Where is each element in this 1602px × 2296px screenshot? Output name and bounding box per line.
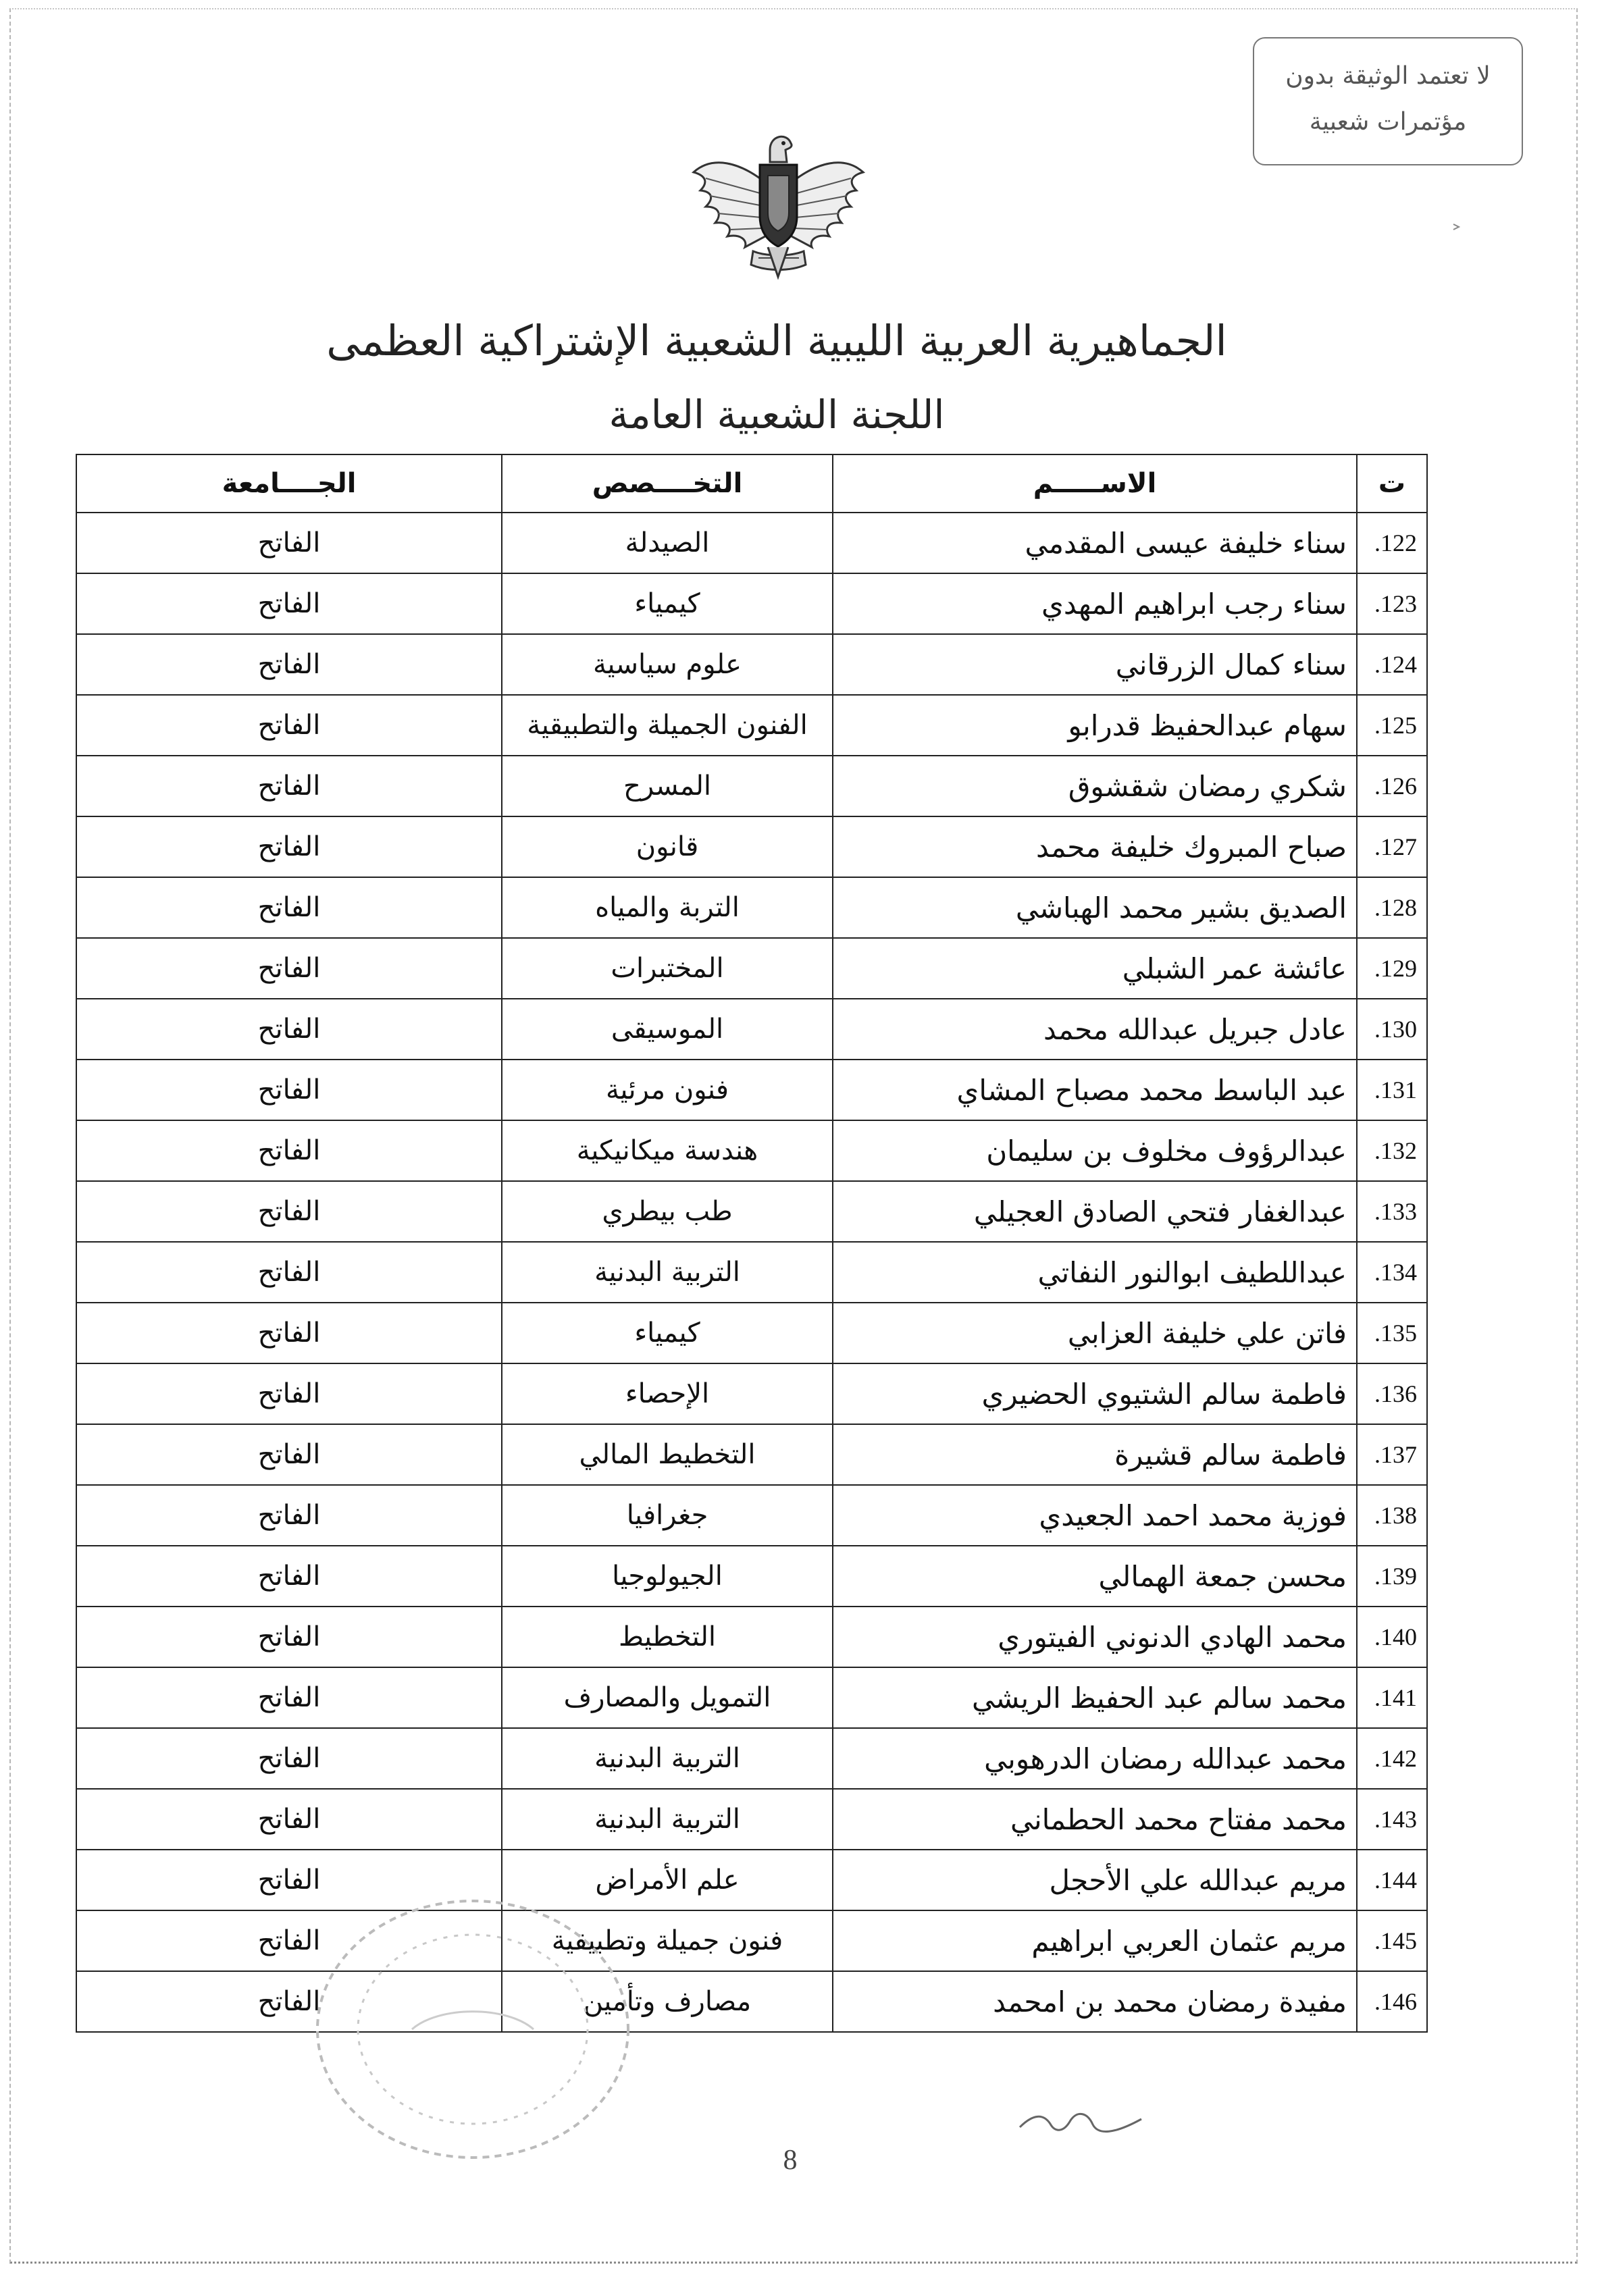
row-number: 127. xyxy=(1357,816,1427,877)
row-number: 142. xyxy=(1357,1728,1427,1789)
row-name: عادل جبريل عبدالله محمد xyxy=(833,999,1357,1060)
rectangular-stamp xyxy=(1253,37,1523,165)
table-header-row xyxy=(76,454,1427,513)
row-name: عبدالغفار فتحي الصادق العجيلي xyxy=(833,1181,1357,1242)
column-header-specialty: التخــــصص xyxy=(502,454,833,513)
row-number: 140. xyxy=(1357,1607,1427,1667)
row-university: الفاتح xyxy=(76,1303,502,1363)
row-name: الصديق بشير محمد الهباشي xyxy=(833,877,1357,938)
row-university: الفاتح xyxy=(76,756,502,816)
table-row xyxy=(76,877,1427,938)
row-specialty: الجيولوجيا xyxy=(502,1546,833,1607)
row-name: محمد مفتاح محمد الحطماني xyxy=(833,1789,1357,1850)
row-specialty: جغرافيا xyxy=(502,1485,833,1546)
row-specialty: كيمياء xyxy=(502,1303,833,1363)
row-specialty: المسرح xyxy=(502,756,833,816)
row-university: الفاتح xyxy=(76,513,502,573)
row-number: 130. xyxy=(1357,999,1427,1060)
row-number: 132. xyxy=(1357,1120,1427,1181)
row-specialty: مصارف وتأمين xyxy=(502,1971,833,2032)
table-row xyxy=(76,1971,1427,2032)
row-specialty: التربية البدنية xyxy=(502,1728,833,1789)
row-university: الفاتح xyxy=(76,1789,502,1850)
table-row xyxy=(76,938,1427,999)
row-name: عبد الباسط محمد مصباح المشاي xyxy=(833,1060,1357,1120)
row-name: شكري رمضان شقشوق xyxy=(833,756,1357,816)
row-number: 125. xyxy=(1357,695,1427,756)
row-name: فاتن علي خليفة العزابي xyxy=(833,1303,1357,1363)
row-number: 138. xyxy=(1357,1485,1427,1546)
row-university: الفاتح xyxy=(76,1120,502,1181)
table-row xyxy=(76,573,1427,634)
row-name: عبداللطيف ابوالنور النفاتي xyxy=(833,1242,1357,1303)
row-university: الفاتح xyxy=(76,1424,502,1485)
row-university: الفاتح xyxy=(76,1728,502,1789)
row-name: محسن جمعة الهمالي xyxy=(833,1546,1357,1607)
table-row xyxy=(76,634,1427,695)
row-number: 145. xyxy=(1357,1910,1427,1971)
row-specialty: المختبرات xyxy=(502,938,833,999)
row-name: سناء كمال الزرقاني xyxy=(833,634,1357,695)
column-header-name: الاســـــم xyxy=(833,454,1357,513)
row-name: فوزية محمد احمد الجعيدي xyxy=(833,1485,1357,1546)
row-specialty: علوم سياسية xyxy=(502,634,833,695)
row-number: 143. xyxy=(1357,1789,1427,1850)
row-name: صباح المبروك خليفة محمد xyxy=(833,816,1357,877)
row-specialty: فنون جميلة وتطبيقية xyxy=(502,1910,833,1971)
row-university: الفاتح xyxy=(76,695,502,756)
row-specialty: التخطيط المالي xyxy=(502,1424,833,1485)
stamp-line-2: مؤتمرات شعبية xyxy=(1309,108,1467,136)
page-number: 8 xyxy=(783,2145,798,2176)
table-row xyxy=(76,999,1427,1060)
table-row xyxy=(76,1607,1427,1667)
row-number: 129. xyxy=(1357,938,1427,999)
row-university: الفاتح xyxy=(76,816,502,877)
names-table xyxy=(76,454,1428,2033)
stamp-line-1: لا تعتمد الوثيقة بدون xyxy=(1285,62,1491,90)
row-name: سناء رجب ابراهيم المهدي xyxy=(833,573,1357,634)
row-specialty: طب بيطري xyxy=(502,1181,833,1242)
stray-mark xyxy=(1452,223,1460,231)
row-specialty: فنون مرئية xyxy=(502,1060,833,1120)
row-name: محمد عبدالله رمضان الدرهوبي xyxy=(833,1728,1357,1789)
table-row xyxy=(76,695,1427,756)
table-row xyxy=(76,1424,1427,1485)
row-number: 123. xyxy=(1357,573,1427,634)
table-row xyxy=(76,1667,1427,1728)
row-specialty: التمويل والمصارف xyxy=(502,1667,833,1728)
row-specialty: التخطيط xyxy=(502,1607,833,1667)
row-specialty: الإحصاء xyxy=(502,1363,833,1424)
row-name: مريم عثمان العربي ابراهيم xyxy=(833,1910,1357,1971)
row-number: 136. xyxy=(1357,1363,1427,1424)
row-university: الفاتح xyxy=(76,1667,502,1728)
table-row xyxy=(76,1120,1427,1181)
table-row xyxy=(76,1789,1427,1850)
table-row xyxy=(76,513,1427,573)
row-university: الفاتح xyxy=(76,1850,502,1910)
committee-heading: اللجنة الشعبية العامة xyxy=(609,392,945,438)
row-name: مريم عبدالله علي الأحجل xyxy=(833,1850,1357,1910)
row-number: 134. xyxy=(1357,1242,1427,1303)
row-name: محمد سالم عبد الحفيظ الريشي xyxy=(833,1667,1357,1728)
row-university: الفاتح xyxy=(76,1971,502,2032)
row-number: 124. xyxy=(1357,634,1427,695)
row-university: الفاتح xyxy=(76,877,502,938)
row-university: الفاتح xyxy=(76,1546,502,1607)
row-number: 126. xyxy=(1357,756,1427,816)
table-row xyxy=(76,1181,1427,1242)
table-row xyxy=(76,1850,1427,1910)
row-university: الفاتح xyxy=(76,999,502,1060)
row-number: 131. xyxy=(1357,1060,1427,1120)
row-university: الفاتح xyxy=(76,634,502,695)
row-university: الفاتح xyxy=(76,573,502,634)
row-specialty: الموسيقى xyxy=(502,999,833,1060)
row-specialty: هندسة ميكانيكية xyxy=(502,1120,833,1181)
row-number: 137. xyxy=(1357,1424,1427,1485)
row-name: سناء خليفة عيسى المقدمي xyxy=(833,513,1357,573)
table-row xyxy=(76,1363,1427,1424)
row-university: الفاتح xyxy=(76,1607,502,1667)
row-number: 146. xyxy=(1357,1971,1427,2032)
row-specialty: التربية البدنية xyxy=(502,1789,833,1850)
column-header-university: الجــــامعة xyxy=(76,454,502,513)
table-row xyxy=(76,1242,1427,1303)
row-number: 133. xyxy=(1357,1181,1427,1242)
row-specialty: الفنون الجميلة والتطبيقية xyxy=(502,695,833,756)
table-row xyxy=(76,1485,1427,1546)
row-name: محمد الهادي الدنوني الفيتوري xyxy=(833,1607,1357,1667)
row-number: 122. xyxy=(1357,513,1427,573)
table-row xyxy=(76,1728,1427,1789)
row-university: الفاتح xyxy=(76,1181,502,1242)
table-row xyxy=(76,1546,1427,1607)
signature-mark xyxy=(1013,2100,1148,2141)
row-university: الفاتح xyxy=(76,1060,502,1120)
row-number: 144. xyxy=(1357,1850,1427,1910)
row-name: مفيدة رمضان محمد بن امحمد xyxy=(833,1971,1357,2032)
table-body xyxy=(76,513,1427,2032)
row-name: عائشة عمر الشبلي xyxy=(833,938,1357,999)
row-specialty: علم الأمراض xyxy=(502,1850,833,1910)
table-row xyxy=(76,1303,1427,1363)
row-specialty: التربة والمياه xyxy=(502,877,833,938)
column-header-number: ت xyxy=(1357,454,1427,513)
row-specialty: كيمياء xyxy=(502,573,833,634)
state-name-heading: الجماهيرية العربية الليبية الشعبية الإشتراكية العظمى xyxy=(326,316,1227,365)
row-number: 139. xyxy=(1357,1546,1427,1607)
hawk-emblem-icon xyxy=(686,108,871,294)
table-row xyxy=(76,756,1427,816)
row-number: 135. xyxy=(1357,1303,1427,1363)
row-university: الفاتح xyxy=(76,1242,502,1303)
row-university: الفاتح xyxy=(76,1363,502,1424)
row-university: الفاتح xyxy=(76,938,502,999)
row-name: فاطمة سالم الشتيوي الحضيري xyxy=(833,1363,1357,1424)
row-number: 141. xyxy=(1357,1667,1427,1728)
row-university: الفاتح xyxy=(76,1485,502,1546)
row-specialty: التربية البدنية xyxy=(502,1242,833,1303)
row-number: 128. xyxy=(1357,877,1427,938)
table-row xyxy=(76,1060,1427,1120)
row-name: عبدالرؤوف مخلوف بن سليمان xyxy=(833,1120,1357,1181)
row-name: فاطمة سالم قشيرة xyxy=(833,1424,1357,1485)
row-specialty: الصيدلة xyxy=(502,513,833,573)
row-name: سهام عبدالحفيظ قدرابو xyxy=(833,695,1357,756)
row-specialty: قانون xyxy=(502,816,833,877)
table-row xyxy=(76,816,1427,877)
row-university: الفاتح xyxy=(76,1910,502,1971)
table-row xyxy=(76,1910,1427,1971)
